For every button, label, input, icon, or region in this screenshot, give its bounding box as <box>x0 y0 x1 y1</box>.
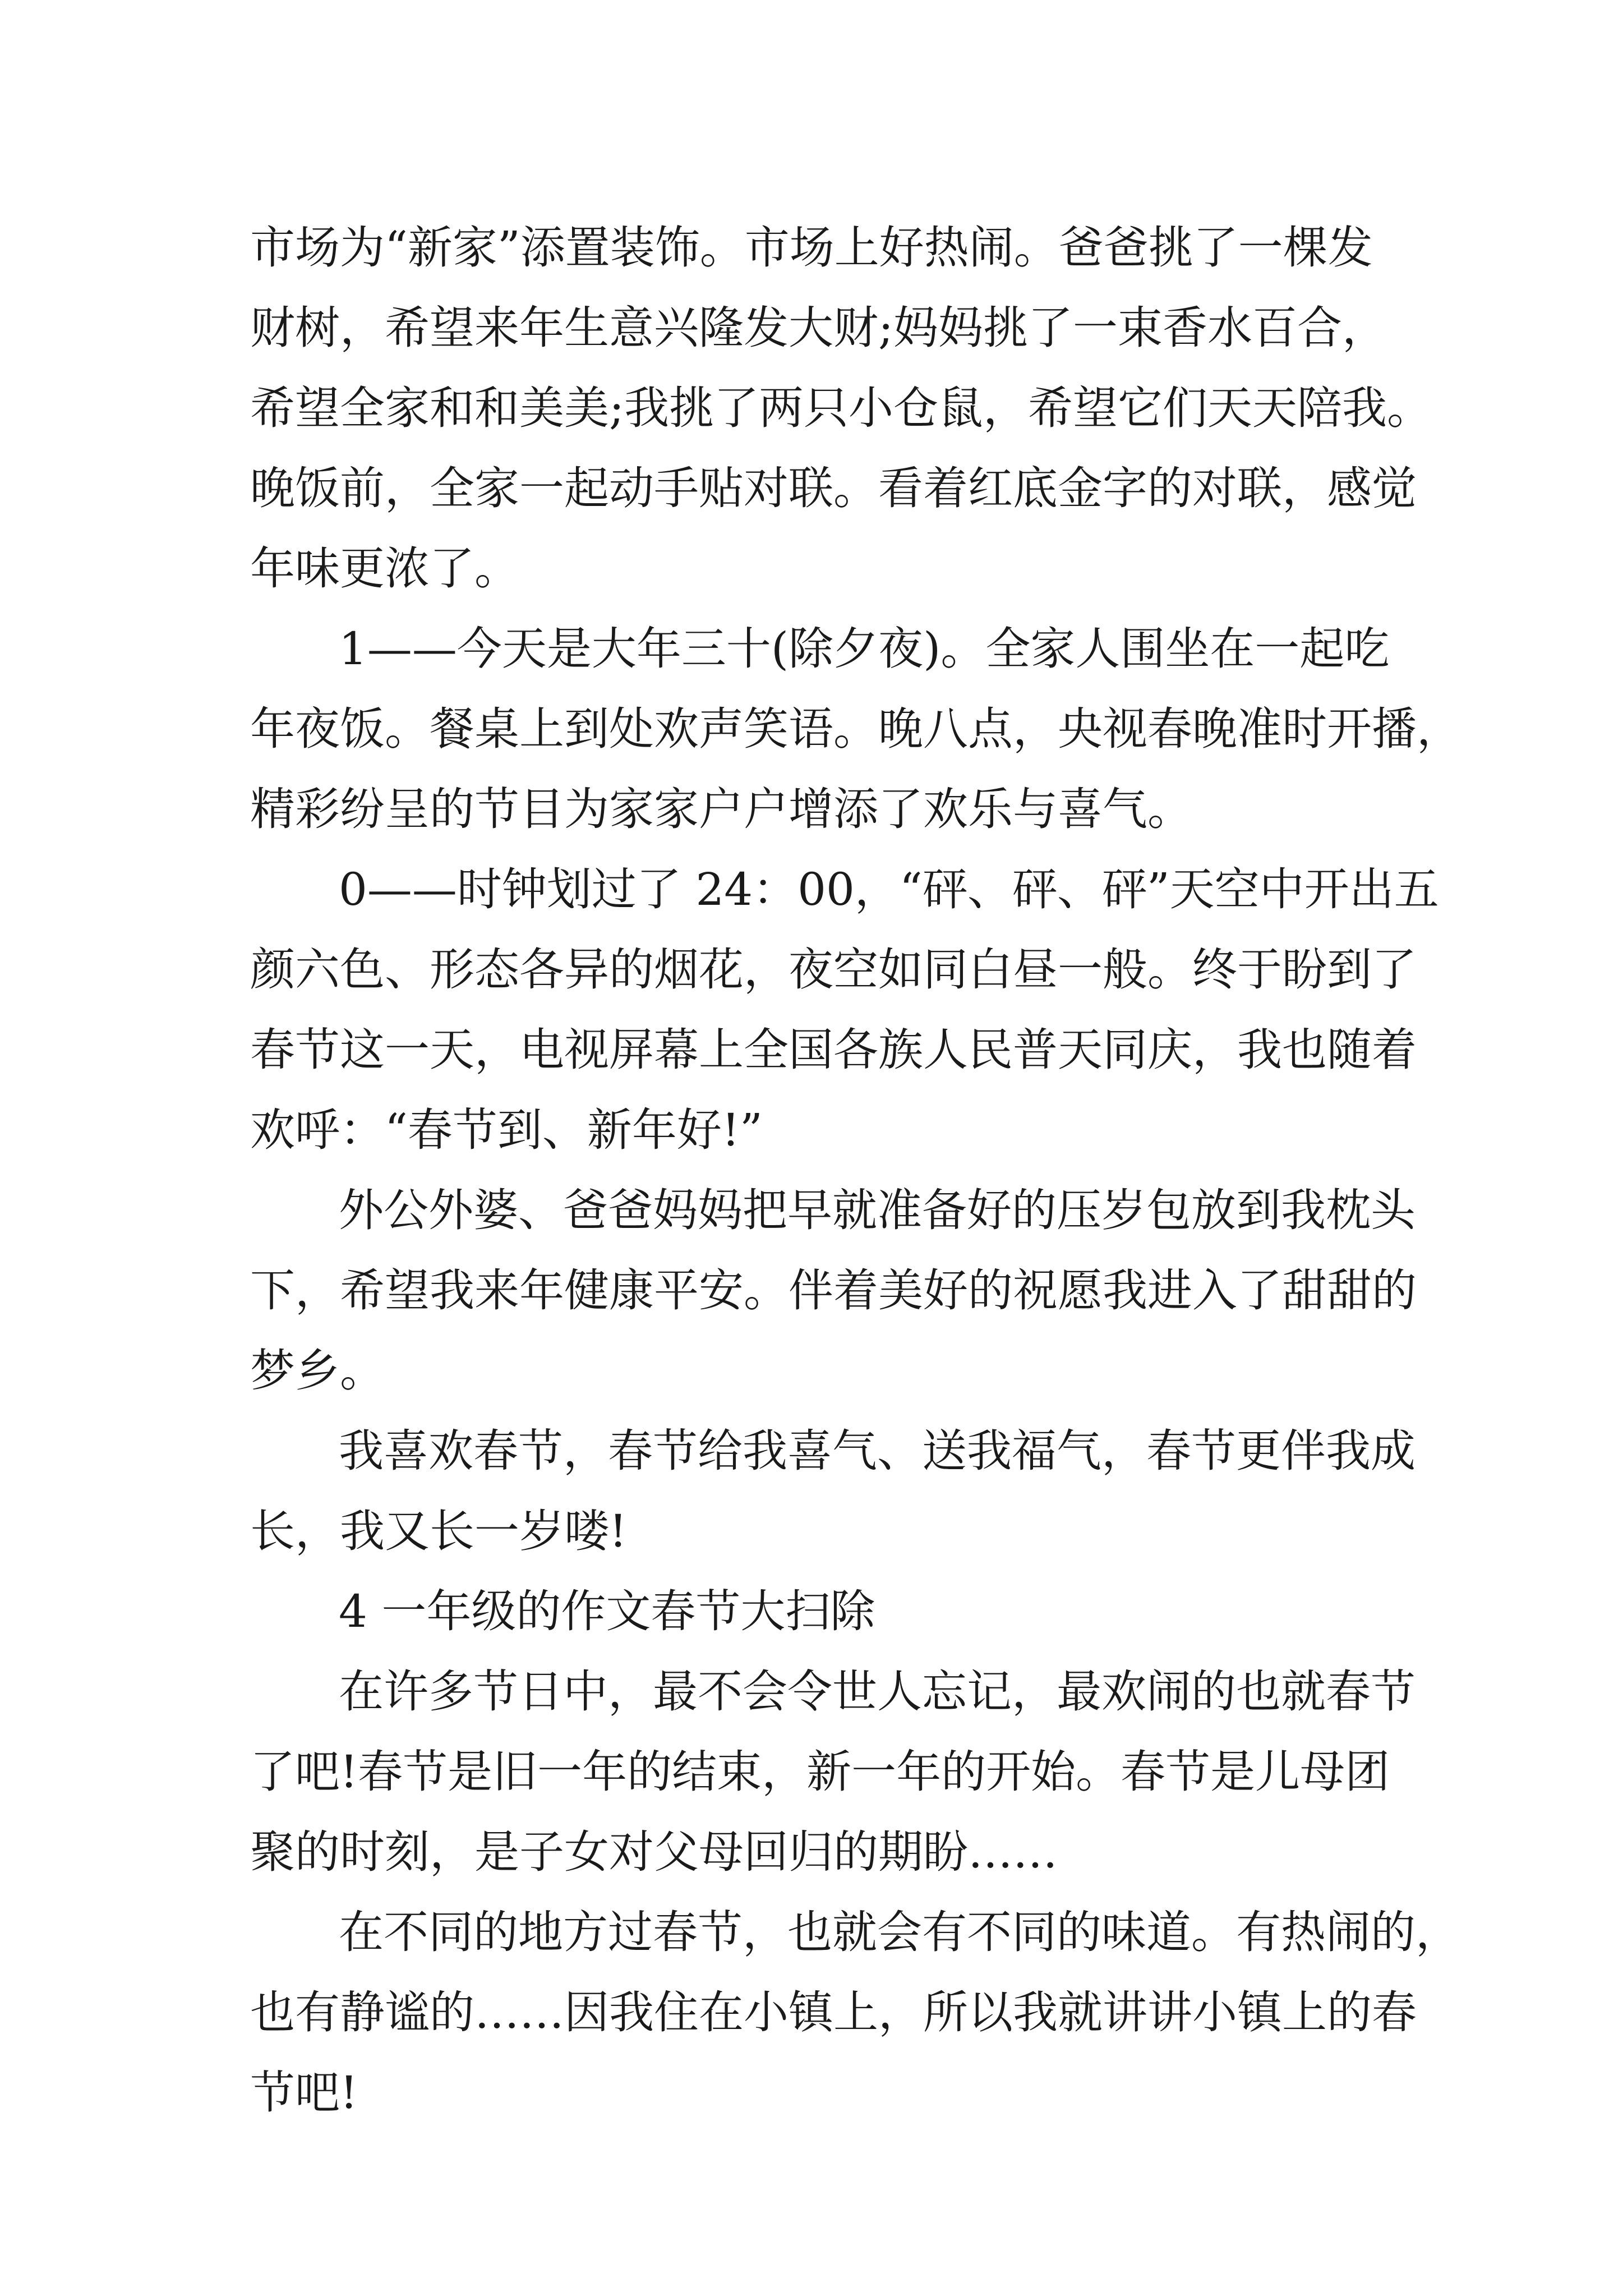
document-body <box>250 208 1461 2133</box>
text-line: 年夜饭。餐桌上到处欢声笑语。晚八点，央视春晚准时开播， <box>250 703 1461 755</box>
paragraph-4 <box>250 1170 1417 1411</box>
text-line: 晚饭前，全家一起动手贴对联。看着红底金字的对联，感觉 <box>250 462 1417 514</box>
text-line: 梦乡。 <box>250 1345 385 1397</box>
text-line: 市场为“新家”添置装饰。市场上好热闹。爸爸挑了一棵发 <box>250 222 1373 274</box>
text-line: 在不同的地方过春节，也就会有不同的味道。有热闹的， <box>339 1906 1460 1958</box>
text-line: 财树，希望来年生意兴隆发大财;妈妈挑了一束香水百合， <box>250 302 1387 354</box>
text-line: 0——时钟划过了 24：00，“砰、砰、砰”天空中开出五 <box>339 863 1439 915</box>
section-heading <box>250 1571 1405 1651</box>
paragraph-1 <box>250 208 1432 609</box>
paragraph-6 <box>250 1651 1415 1892</box>
text-line: 节吧! <box>250 2067 358 2119</box>
paragraph-7 <box>250 1892 1460 2133</box>
paragraph-5 <box>250 1411 1415 1571</box>
text-line: 外公外婆、爸爸妈妈把早就准备好的压岁包放到我枕头 <box>339 1184 1415 1236</box>
text-line: 颜六色、形态各异的烟花，夜空如同白昼一般。终于盼到了 <box>250 944 1417 996</box>
text-line: 在许多节日中，最不会令世人忘记，最欢闹的也就春节 <box>339 1665 1415 1718</box>
text-line: 聚的时刻，是子女对父母回归的期盼…… <box>250 1826 1058 1878</box>
text-line: 希望全家和和美美;我挑了两只小仓鼠，希望它们天天陪我。 <box>250 382 1432 434</box>
text-line: 1——今天是大年三十(除夕夜)。全家人围坐在一起吃 <box>339 623 1390 675</box>
text-line: 春节这一天，电视屏幕上全国各族人民普天同庆，我也随着 <box>250 1024 1417 1076</box>
text-line: 年味更浓了。 <box>250 542 519 595</box>
text-line: 下，希望我来年健康平安。伴着美好的祝愿我进入了甜甜的 <box>250 1264 1417 1317</box>
paragraph-3 <box>250 849 1439 1170</box>
text-line: 也有静谧的……因我住在小镇上，所以我就讲讲小镇上的春 <box>250 1986 1417 2039</box>
text-line: 长，我又长一岁喽! <box>250 1505 628 1557</box>
paragraph-2 <box>250 609 1461 849</box>
text-line: 欢呼：“春节到、新年好!” <box>250 1104 763 1156</box>
text-line: 了吧!春节是旧一年的结束，新一年的开始。春节是儿母团 <box>250 1746 1390 1798</box>
text-line: 我喜欢春节，春节给我喜气、送我福气，春节更伴我成 <box>339 1425 1415 1477</box>
heading-line: 4 一年级的作文春节大扫除 <box>339 1585 875 1637</box>
text-line: 精彩纷呈的节目为家家户户增添了欢乐与喜气。 <box>250 783 1192 835</box>
